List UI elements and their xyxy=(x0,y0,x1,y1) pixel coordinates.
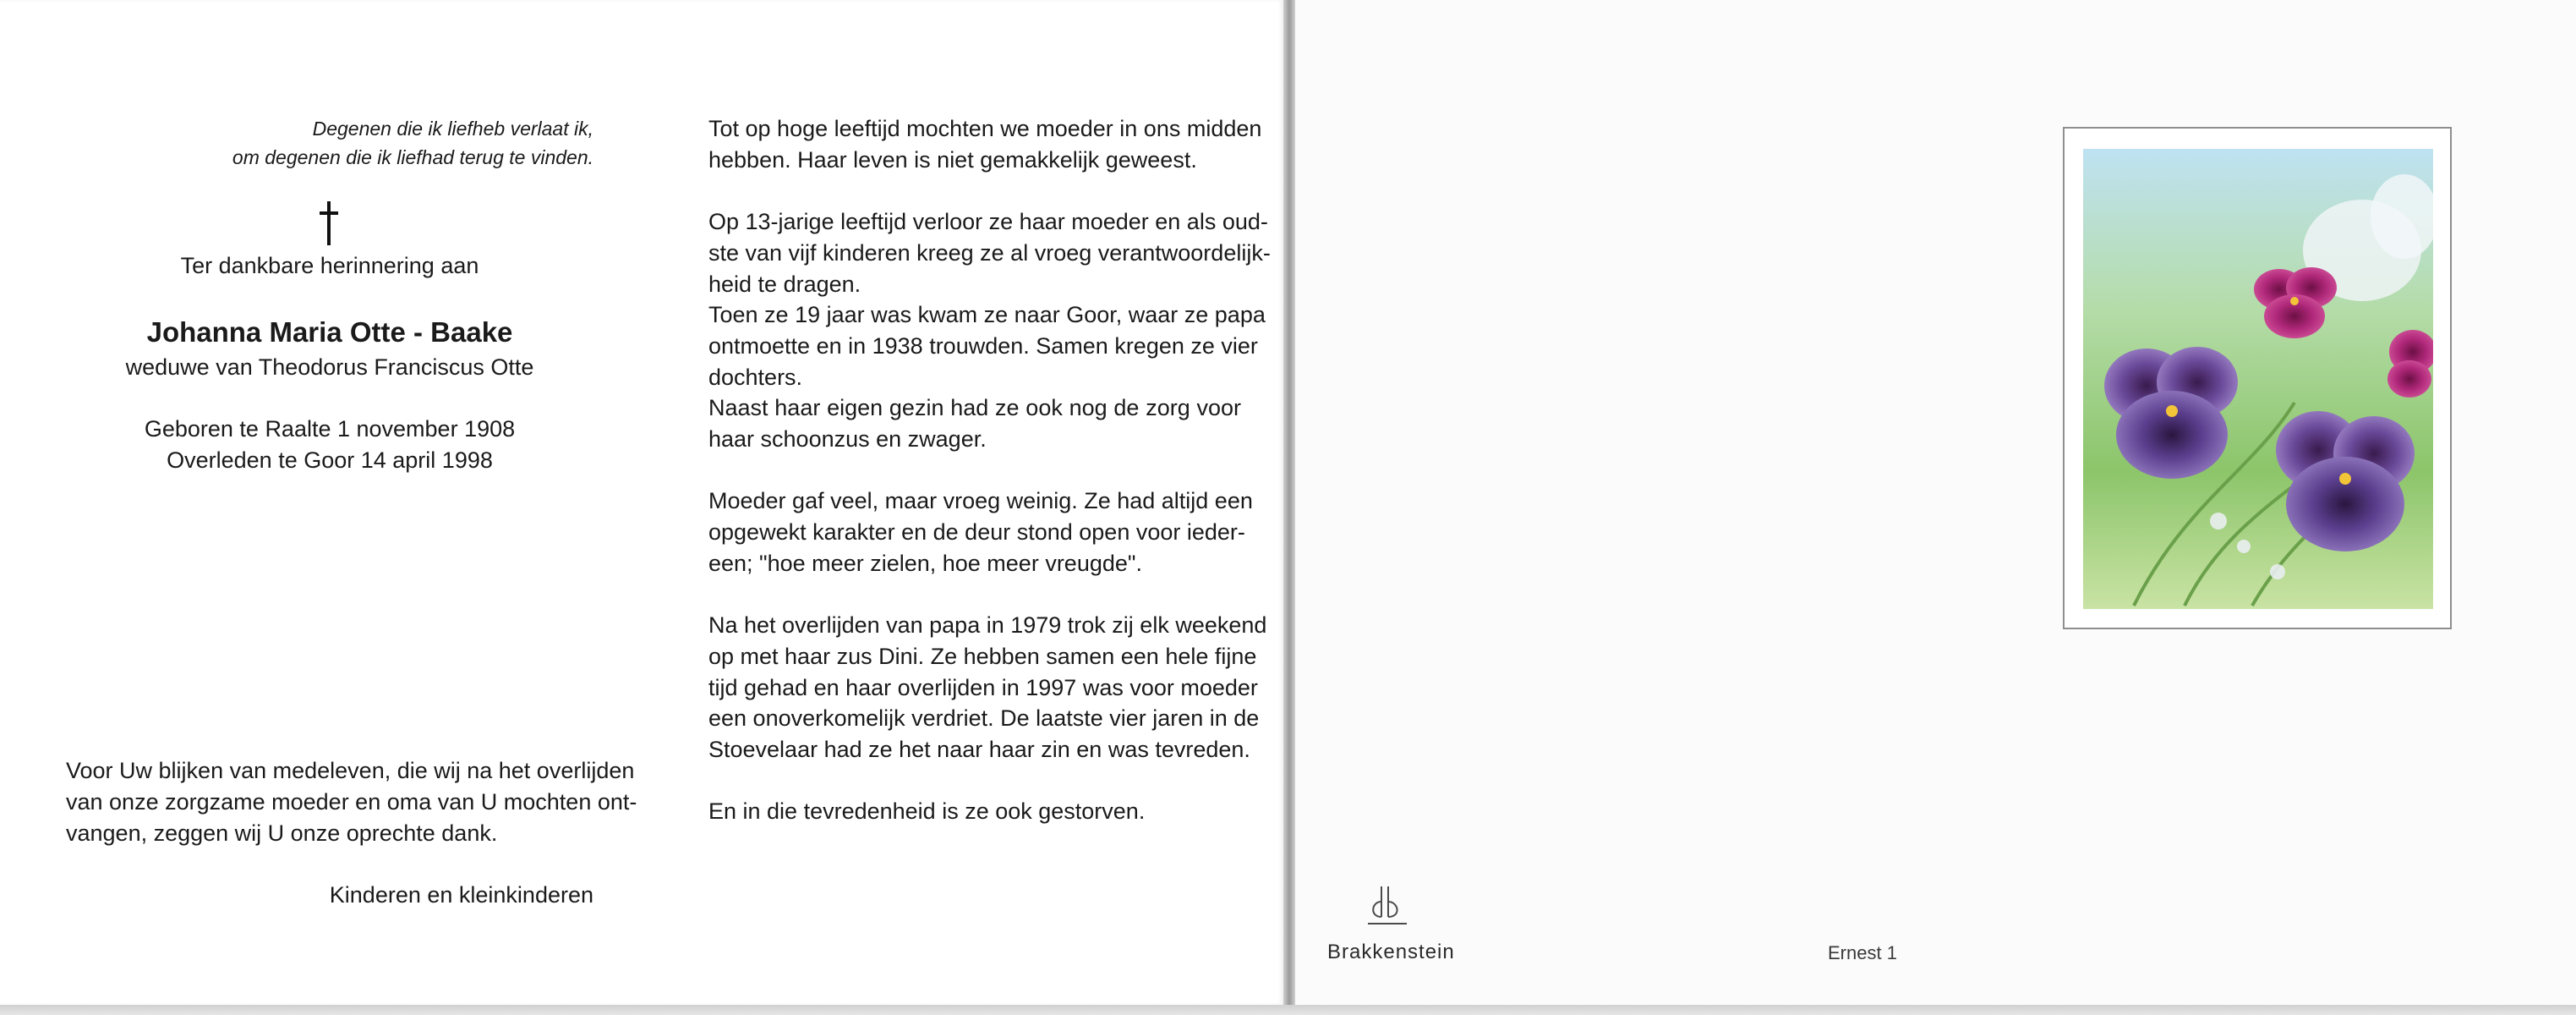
story-line: op met haar zus Dini. Ze hebben samen een hele fijne xyxy=(708,643,1257,669)
card-model: Ernest 1 xyxy=(1828,942,1897,963)
story-paragraph xyxy=(708,392,1241,454)
thanks-line: Voor Uw blijken van medeleven, die wij na het overlijden xyxy=(66,758,635,783)
story-line: Toen ze 19 jaar was kwam ze naar Goor, waar ze papa xyxy=(708,302,1266,328)
story-paragraph xyxy=(708,299,1266,392)
signoff: Kinderen en kleinkinderen xyxy=(329,882,593,908)
story-line: haar schoonzus en zwager. xyxy=(708,426,987,453)
story-paragraph xyxy=(708,486,1253,579)
birth-line: Geboren te Raalte 1 november 1908 xyxy=(144,416,516,442)
story-line: een; "hoe meer zielen, hoe meer vreugde". xyxy=(708,550,1142,576)
thanks-line: vangen, zeggen wij U onze oprechte dank. xyxy=(66,820,498,846)
story-paragraph xyxy=(708,610,1267,765)
story-line: Tot op hoge leeftijd mochten we moeder in ons midden xyxy=(708,116,1262,141)
story-line: opgewekt karakter en de deur stond open voor ieder- xyxy=(708,519,1245,546)
story-line: ontmoette en in 1938 trouwden. Samen kregen ze vier xyxy=(708,332,1258,359)
story-line: En in die tevredenheid is ze ook gestorven. xyxy=(708,798,1146,825)
story-line: Moeder gaf veel, maar vroeg weinig. Ze had altijd een xyxy=(708,488,1253,514)
story-line: Stoevelaar had ze het naar haar zin en was tevreden. xyxy=(708,737,1250,763)
story-paragraph xyxy=(708,796,1241,827)
paper-edge xyxy=(0,1005,2576,1015)
death-line: Overleden te Goor 14 april 1998 xyxy=(167,447,493,473)
brand-name: Brakkenstein xyxy=(1327,941,1455,963)
story-line: dochters. xyxy=(708,364,803,390)
card-fold xyxy=(1283,0,1295,1015)
story-paragraph xyxy=(708,113,1262,175)
pansy-photo-icon xyxy=(2083,149,2433,609)
motto xyxy=(101,114,593,172)
remembrance-heading: Ter dankbare herinnering aan xyxy=(180,253,479,278)
left-page xyxy=(0,0,1283,1005)
story-line: tijd gehad en haar overlijden in 1997 was voor moeder xyxy=(708,674,1258,700)
story-line: Na het overlijden van papa in 1979 trok zij elk weekend xyxy=(708,612,1267,639)
deceased-name: Johanna Maria Otte - Baake xyxy=(146,316,513,348)
thanks-line: van onze zorgzame moeder en oma van U mochten ont- xyxy=(66,789,637,815)
thanks-text xyxy=(66,755,637,849)
widow-of: weduwe van Theodorus Franciscus Otte xyxy=(125,354,534,380)
story-line: ste van vijf kinderen kreeg ze al vroeg verantwoordelijk- xyxy=(708,239,1271,266)
story-paragraph xyxy=(708,206,1271,299)
motto-line: Degenen die ik liefheb verlaat ik, xyxy=(312,118,593,140)
story-line: een onoverkomelijk verdriet. De laatste vier jaren in de xyxy=(708,705,1260,732)
story-line: Op 13-jarige leeftijd verloor ze haar moeder en als oud- xyxy=(708,209,1268,235)
life-story xyxy=(708,113,1271,827)
cross-icon xyxy=(318,201,340,245)
story-line: hebben. Haar leven is niet gemakkelijk geweest. xyxy=(708,146,1197,173)
story-line: heid te dragen. xyxy=(708,271,861,297)
brakkenstein-logo-icon xyxy=(1365,883,1410,932)
motto-line: om degenen die ik liefhad terug te vinden. xyxy=(232,146,593,168)
photo-frame xyxy=(2063,127,2452,629)
story-line: Naast haar eigen gezin had ze ook nog de zorg voor xyxy=(708,395,1241,421)
